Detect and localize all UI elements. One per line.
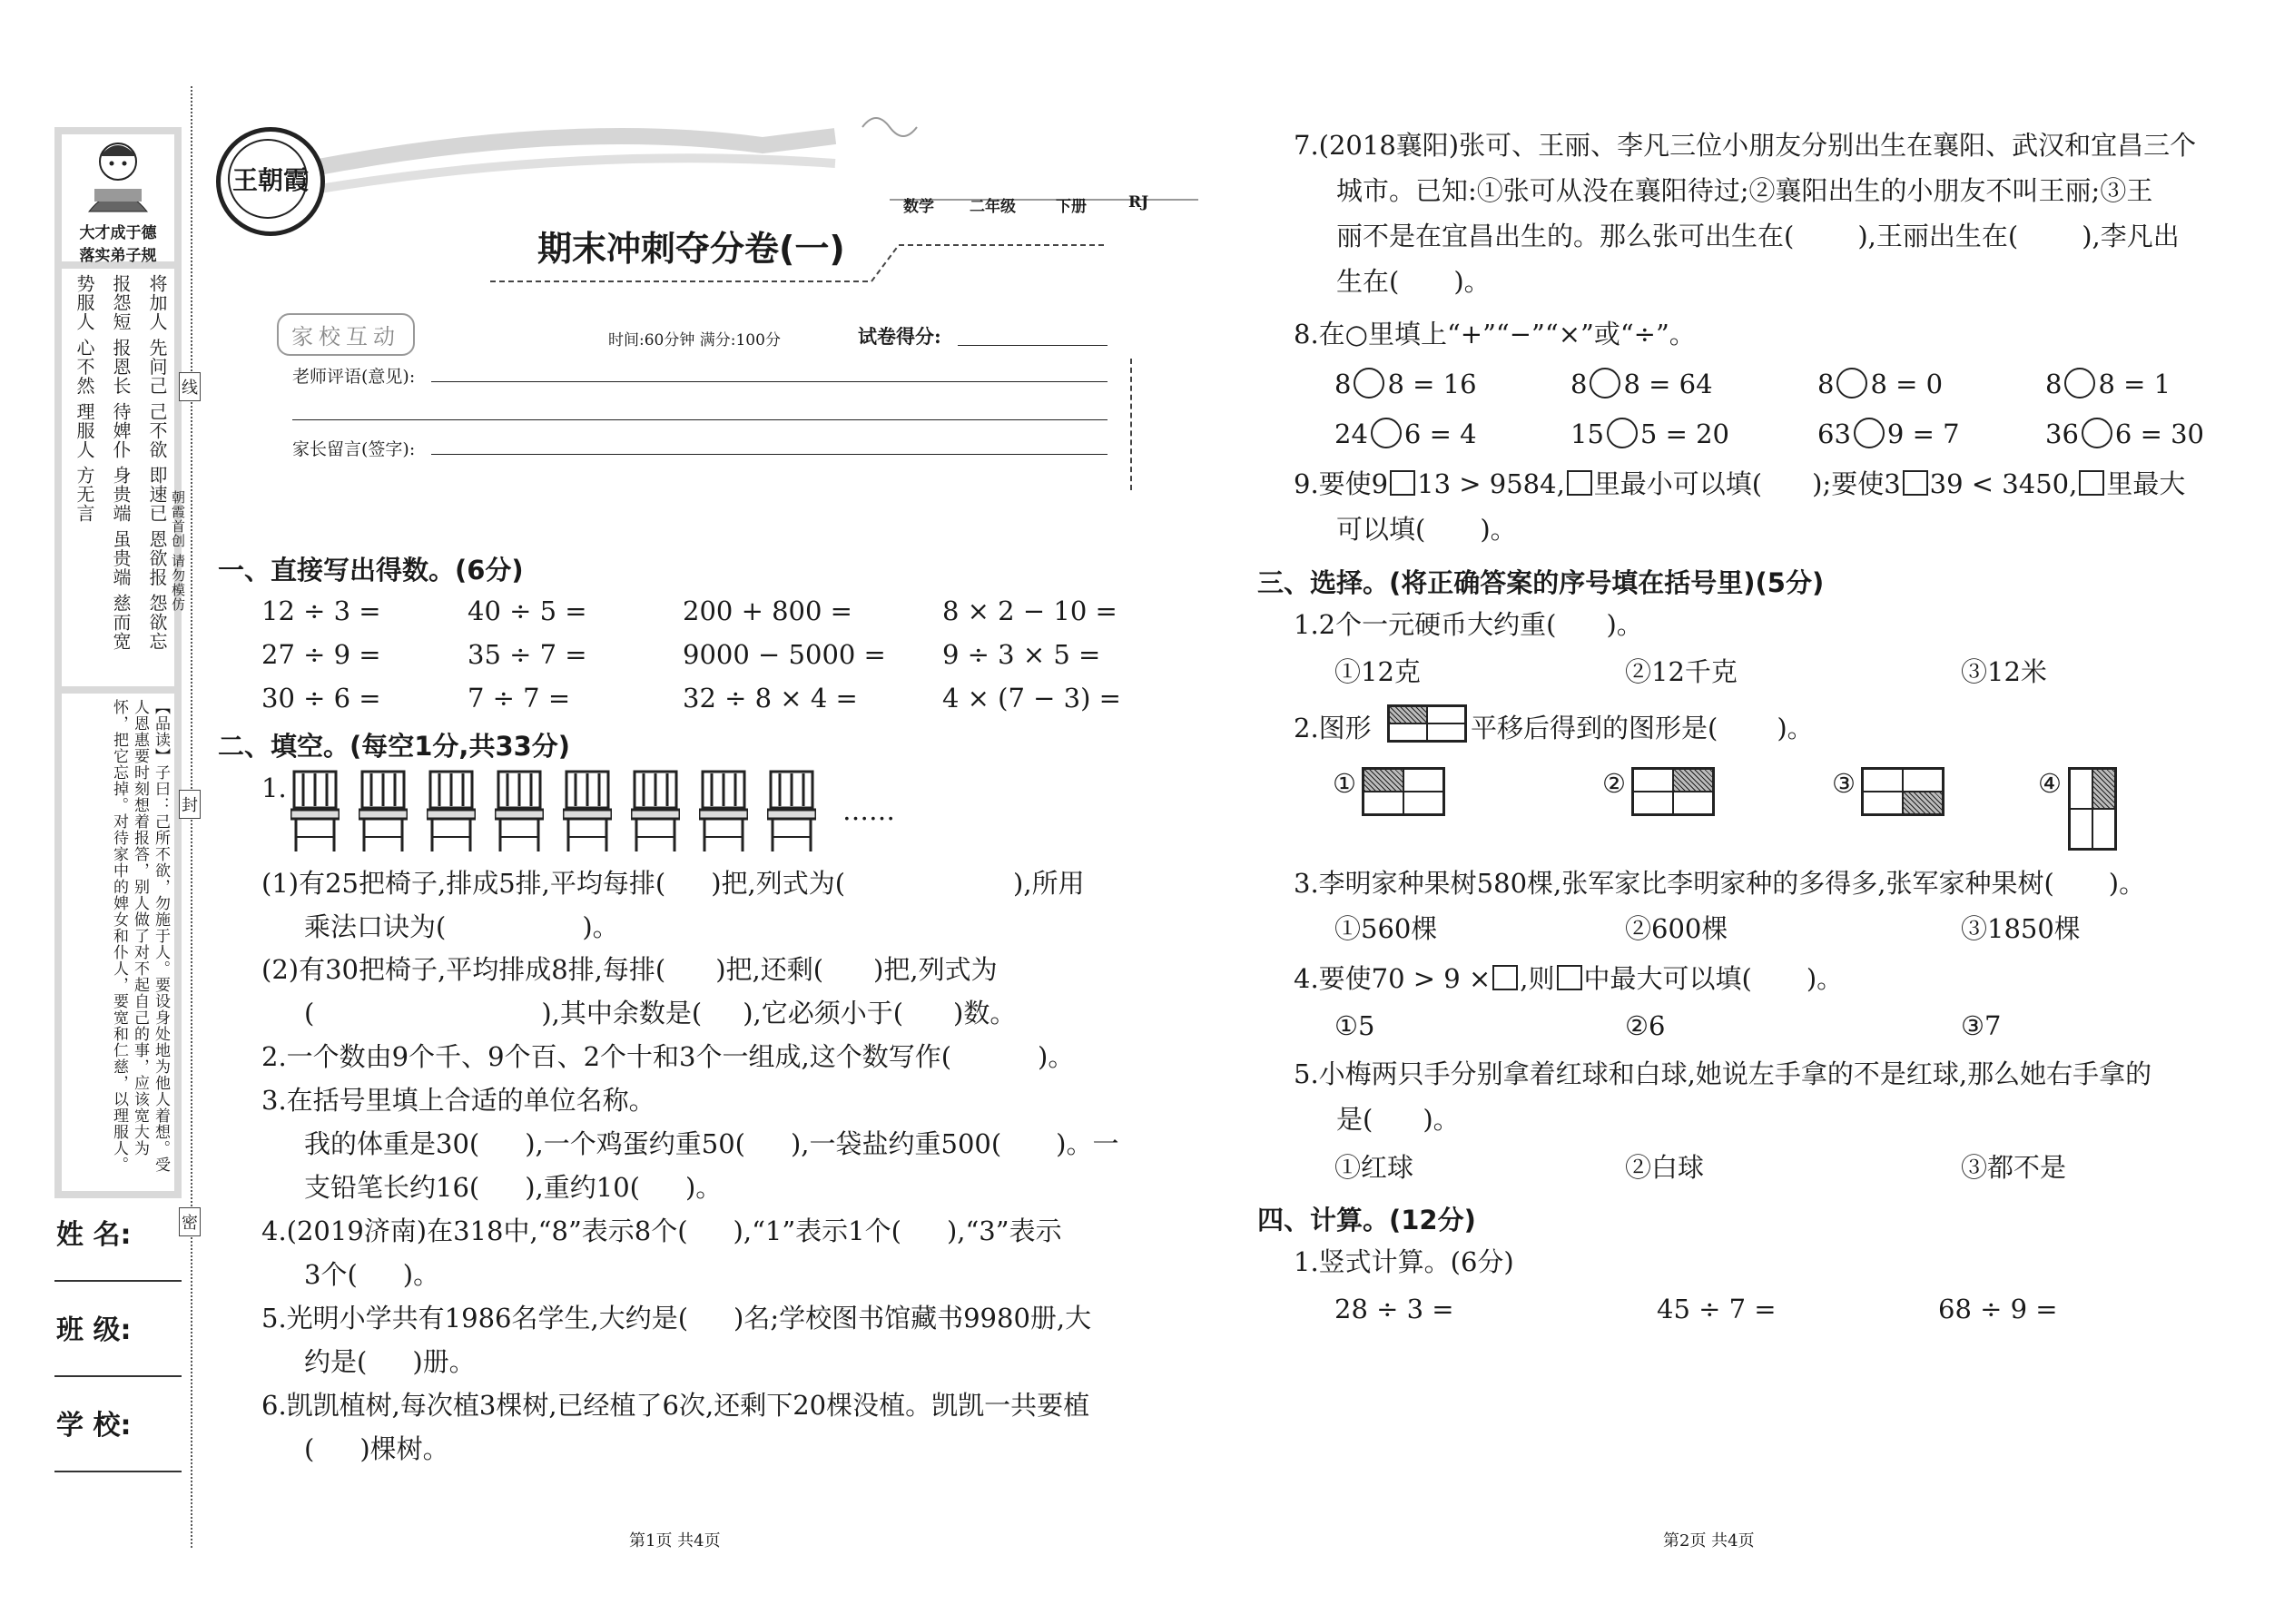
digit-box[interactable] bbox=[1390, 470, 1415, 496]
time-info: 时间:60分钟 满分:100分 bbox=[608, 331, 781, 349]
q5b-text-2: )册。 bbox=[412, 1346, 476, 1377]
section2-title: 二、填空。(每空1分,共33分) bbox=[218, 731, 571, 762]
option[interactable]: ③7 bbox=[1961, 1010, 2002, 1041]
section4-title: 四、计算。(12分) bbox=[1257, 1205, 1476, 1235]
digit-box-ref bbox=[1567, 470, 1592, 496]
option[interactable]: ③12米 bbox=[1961, 656, 2047, 687]
home-school-badge: 家校互动 bbox=[277, 313, 415, 356]
q4a-text-3: ),“3”表示 bbox=[946, 1216, 1062, 1246]
q1a-text-3: ),所用 bbox=[1013, 868, 1085, 899]
operator-circle[interactable] bbox=[1836, 368, 1867, 399]
vertical-calc-item: 28 ÷ 3 = bbox=[1334, 1294, 1454, 1324]
q1b-text-6: ),它必须小于( bbox=[743, 998, 904, 1029]
q8-result: 8 = 0 bbox=[1870, 369, 1944, 399]
teacher-comment-field-2[interactable] bbox=[292, 419, 1108, 420]
q2-text-1: 2.一个数由9个千、9个百、2个十和3个一组成,这个数写作( bbox=[261, 1041, 952, 1072]
q1-number: 1. bbox=[261, 773, 287, 803]
q8-result: 9 = 7 bbox=[1886, 418, 1960, 449]
q8-operand: 15 bbox=[1570, 418, 1604, 449]
reading-panel bbox=[62, 694, 174, 1191]
q8-operand: 63 bbox=[1817, 418, 1851, 449]
q1b-text-1: (2)有30把椅子,平均排成8排,每排( bbox=[261, 954, 666, 985]
q7b-text: 城市。已知:①张可从没在襄阳待过;②襄阳出生的小朋友不叫王丽;③王 bbox=[1336, 175, 2153, 206]
q8-operand: 8 bbox=[1570, 369, 1588, 399]
vertical-calc-item: 45 ÷ 7 = bbox=[1657, 1294, 1777, 1324]
s3q4-text-1: 4.要使70 > 9 × bbox=[1294, 963, 1492, 994]
q1a-text-2: )把,列式为( bbox=[711, 868, 846, 899]
q4a-text-1: 4.(2019济南)在318中,“8”表示8个( bbox=[261, 1216, 688, 1246]
calc-item: 27 ÷ 9 = bbox=[261, 639, 381, 670]
operator-circle[interactable] bbox=[1854, 418, 1885, 448]
poem-column-2: 报怨短 报恩长 待婢仆 身贵端 虽贵端 慈而宽 bbox=[110, 274, 132, 651]
calc-item: 7 ÷ 7 = bbox=[468, 683, 571, 714]
parent-comment-field[interactable] bbox=[431, 454, 1108, 455]
option[interactable]: ①560棵 bbox=[1334, 913, 1438, 944]
poem-column-3: 势服人 心不然 理服人 方无言 bbox=[74, 274, 95, 524]
q3b-text-3: )。 bbox=[684, 1172, 723, 1203]
calc-item: 9000 − 5000 = bbox=[683, 639, 886, 670]
q8-operand: 36 bbox=[2045, 418, 2079, 449]
teacher-comment-label: 老师评语(意见): bbox=[292, 367, 416, 387]
q1b-text-5: ),其中余数是( bbox=[541, 998, 703, 1029]
subject-tag-3: 下册 bbox=[1056, 198, 1087, 216]
teacher-comment-field[interactable] bbox=[431, 381, 1108, 382]
q7d-text-1: 生在( bbox=[1336, 266, 1400, 297]
q1a-line bbox=[261, 867, 1085, 900]
chair-icon bbox=[631, 770, 680, 853]
operator-circle[interactable] bbox=[1590, 368, 1620, 399]
q9a-text-5: 39 < 3450, bbox=[1929, 468, 2078, 499]
margin-mark-seal: 封 bbox=[179, 790, 201, 819]
q9a-text-6: 里最大 bbox=[2106, 468, 2186, 499]
operator-circle[interactable] bbox=[1371, 418, 1402, 448]
margin-mark-line: 线 bbox=[179, 372, 201, 401]
subject-tag-4: RJ bbox=[1128, 193, 1149, 212]
page-footer-right: 第2页 共4页 bbox=[1663, 1531, 1755, 1550]
score-label: 试卷得分: bbox=[858, 325, 941, 348]
q8-result: 6 = 4 bbox=[1403, 418, 1477, 449]
option-shape-1[interactable] bbox=[1362, 767, 1445, 816]
margin-mark-secret: 密 bbox=[179, 1207, 201, 1236]
q3a-text-3: ),一袋盐约重500( bbox=[790, 1128, 1002, 1159]
q8-result: 5 = 20 bbox=[1639, 418, 1729, 449]
class-field-label: 班 级: bbox=[56, 1314, 132, 1346]
q3a-text-1: 我的体重是30( bbox=[304, 1128, 480, 1159]
q6a-text: 6.凯凯植树,每次植3棵树,已经植了6次,还剩下20棵没植。凯凯一共要植 bbox=[261, 1390, 1090, 1421]
left-sidebar bbox=[54, 127, 182, 1198]
score-field[interactable] bbox=[958, 345, 1108, 346]
reading-text: 【品读】子曰：己所不欲，勿施于人。要设身处地为他人着想。受人恩惠要时刻想着报答，别人做了对不起自己的事，应该宽大为怀，把它忘掉。对待家中的婢女和仆人，要宽和仁慈，以理服人。 bbox=[110, 699, 170, 1173]
q9a-text-1: 9.要使9 bbox=[1294, 468, 1389, 499]
s3q4-text-4: )。 bbox=[1806, 963, 1844, 994]
q1b-text-2: )把,还剩( bbox=[715, 954, 824, 985]
chair-icon bbox=[495, 770, 544, 853]
option-label[interactable]: ① bbox=[1333, 768, 1356, 799]
section3-title: 三、选择。(将正确答案的序号填在括号里)(5分) bbox=[1257, 567, 1825, 598]
digit-box-ref bbox=[2079, 470, 2104, 496]
s3q1-text-2: )。 bbox=[1606, 609, 1643, 640]
option-shape-3[interactable] bbox=[1861, 767, 1944, 816]
s3q5a-text: 5.小梅两只手分别拿着红球和白球,她说左手拿的不是红球,那么她右手拿的 bbox=[1294, 1058, 2152, 1089]
option[interactable]: ①5 bbox=[1334, 1010, 1375, 1041]
q4b-text-1: 3个( bbox=[304, 1259, 358, 1290]
name-field-label: 姓 名: bbox=[56, 1219, 132, 1251]
option-shape-4[interactable] bbox=[2068, 767, 2117, 851]
q3b-text-2: ),重约10( bbox=[525, 1172, 640, 1203]
s3q1-text-1: 1.2个一元硬币大约重( bbox=[1294, 609, 1557, 640]
q3-text: 3.在括号里填上合适的单位名称。 bbox=[261, 1085, 655, 1116]
q9a-text-2: 13 > 9584, bbox=[1417, 468, 1565, 499]
calc-item: 40 ÷ 5 = bbox=[468, 595, 587, 626]
chair-icon bbox=[290, 770, 340, 853]
operator-circle[interactable] bbox=[2064, 368, 2095, 399]
option[interactable]: ③都不是 bbox=[1961, 1152, 2067, 1183]
q9a-text-3: 里最小可以填( bbox=[1593, 468, 1763, 499]
q1b-text-4: ( bbox=[304, 998, 315, 1029]
q1a-text-1: (1)有25把椅子,排成5排,平均每排( bbox=[261, 868, 666, 899]
q3a-text-2: ),一个鸡蛋约重50( bbox=[525, 1128, 745, 1159]
q7c-text-1: 丽不是在宜昌出生的。那么张可出生在( bbox=[1336, 221, 1795, 251]
q3b-text-1: 支铅笔长约16( bbox=[304, 1172, 480, 1203]
q9a-text-4: );要使3 bbox=[1812, 468, 1901, 499]
subject-tag-1: 数学 bbox=[903, 198, 934, 216]
option-label[interactable]: ④ bbox=[2038, 768, 2062, 799]
q8-operand: 8 bbox=[1334, 369, 1352, 399]
option[interactable]: ①12克 bbox=[1334, 656, 1421, 687]
parent-comment-label: 家长留言(签字): bbox=[292, 439, 416, 459]
option-label[interactable]: ② bbox=[1602, 768, 1626, 799]
q9b-text-1: 可以填( bbox=[1336, 514, 1426, 545]
chair-icon bbox=[563, 770, 612, 853]
q7a-text: 7.(2018襄阳)张可、王丽、李凡三位小朋友分别出生在襄阳、武汉和宜昌三个 bbox=[1294, 130, 2197, 161]
q7c-text-2: ),王丽出生在( bbox=[1857, 221, 2019, 251]
motto-line-1: 大才成于德 bbox=[79, 224, 157, 242]
q8-result: 8 = 64 bbox=[1623, 369, 1713, 399]
name-field[interactable] bbox=[54, 1280, 182, 1282]
calc-item: 32 ÷ 8 × 4 = bbox=[683, 683, 858, 714]
chair-icon bbox=[359, 770, 408, 853]
q2-text-2: )。 bbox=[1038, 1041, 1075, 1072]
option[interactable]: ①红球 bbox=[1334, 1152, 1414, 1183]
calc-item: 35 ÷ 7 = bbox=[468, 639, 587, 670]
chair-icon bbox=[767, 770, 816, 853]
s3q4-text-2: ,则 bbox=[1520, 963, 1555, 994]
margin-note: 朝霞首创 请勿模仿 bbox=[170, 490, 186, 612]
operator-circle[interactable] bbox=[2082, 418, 2112, 448]
chair-icon bbox=[699, 770, 748, 853]
page-footer-left: 第1页 共4页 bbox=[629, 1531, 721, 1550]
chairs-ellipsis: …… bbox=[842, 795, 895, 826]
q8-result: 8 = 1 bbox=[2098, 369, 2171, 399]
s3q2-text-1: 2.图形 bbox=[1294, 713, 1372, 743]
s3q4-text-3: 中最大可以填( bbox=[1583, 963, 1752, 994]
school-field-label: 学 校: bbox=[56, 1410, 132, 1442]
q8-operand: 8 bbox=[1817, 369, 1835, 399]
mascot-illustration bbox=[62, 134, 174, 216]
s3q2-text-3: )。 bbox=[1777, 713, 1814, 743]
s3q3-text-2: )。 bbox=[2108, 868, 2146, 899]
calc-item: 8 × 2 − 10 = bbox=[942, 595, 1117, 626]
option[interactable]: ②12千克 bbox=[1625, 656, 1738, 687]
option[interactable]: ②6 bbox=[1625, 1010, 1666, 1041]
calc-item: 4 × (7 − 3) = bbox=[942, 683, 1121, 714]
q8-operand: 8 bbox=[2045, 369, 2063, 399]
option[interactable]: ②白球 bbox=[1625, 1152, 1705, 1183]
q9b-text-2: )。 bbox=[1480, 514, 1517, 545]
operator-circle[interactable] bbox=[1607, 418, 1638, 448]
q6b-text-1: ( bbox=[304, 1433, 315, 1464]
original-shape bbox=[1387, 704, 1467, 743]
q1b-text-7: )数。 bbox=[953, 998, 1017, 1029]
q5b-text-1: 约是( bbox=[304, 1346, 368, 1377]
calc-item: 12 ÷ 3 = bbox=[261, 595, 381, 626]
class-field[interactable] bbox=[54, 1375, 182, 1377]
q1a-text-4: 乘法口诀为( bbox=[304, 911, 447, 942]
s3q5b-text-1: 是( bbox=[1336, 1104, 1373, 1135]
digit-box[interactable] bbox=[1903, 470, 1928, 496]
q3a-text-4: )。一 bbox=[1056, 1128, 1119, 1159]
operator-circle[interactable] bbox=[1354, 368, 1384, 399]
q8-text: 8.在○里填上“+”“−”“×”或“÷”。 bbox=[1294, 319, 1696, 349]
subject-tag-2: 二年级 bbox=[970, 198, 1016, 216]
option-shape-2[interactable] bbox=[1631, 767, 1715, 816]
q1a-text-5: )。 bbox=[582, 911, 619, 942]
q8-operand: 24 bbox=[1334, 418, 1368, 449]
q7c-text-3: ),李凡出 bbox=[2082, 221, 2180, 251]
q6b-text-2: )棵树。 bbox=[359, 1433, 449, 1464]
vertical-calc-item: 68 ÷ 9 = bbox=[1938, 1294, 2058, 1324]
logo-text: 王朝霞 bbox=[231, 165, 309, 195]
s3q3-text-1: 3.李明家种果树580棵,张军家比李明家种的多得多,张军家种果树( bbox=[1294, 868, 2054, 899]
page-title: 期末冲刺夺分卷(一) bbox=[537, 229, 845, 269]
school-field[interactable] bbox=[54, 1471, 182, 1472]
q8-result: 6 = 30 bbox=[2114, 418, 2204, 449]
s3q5b-text-2: )。 bbox=[1423, 1104, 1460, 1135]
calc-item: 30 ÷ 6 = bbox=[261, 683, 381, 714]
s3q2-text-2: 平移后得到的图形是( bbox=[1471, 713, 1718, 743]
q5a-text-2: )名;学校图书馆藏书9980册,大 bbox=[733, 1303, 1092, 1334]
mascot-panel bbox=[62, 134, 174, 265]
header-decoration bbox=[200, 109, 1198, 300]
q5a-text-1: 5.光明小学共有1986名学生,大约是( bbox=[261, 1303, 689, 1334]
digit-box-ref bbox=[1557, 965, 1582, 990]
poem-column-1: 将加人 先问己 己不欲 即速已 恩欲报 怨欲忘 bbox=[146, 274, 168, 651]
q8-result: 8 = 16 bbox=[1387, 369, 1477, 399]
option-label[interactable]: ③ bbox=[1832, 768, 1856, 799]
digit-box[interactable] bbox=[1492, 965, 1518, 990]
q7d-text-2: )。 bbox=[1453, 266, 1491, 297]
section1-title: 一、直接写出得数。(6分) bbox=[218, 555, 524, 586]
option[interactable]: ③1850棵 bbox=[1961, 913, 2081, 944]
calc-item: 200 + 800 = bbox=[683, 595, 852, 626]
calc-item: 9 ÷ 3 × 5 = bbox=[942, 639, 1101, 670]
q4b-text-2: )。 bbox=[402, 1259, 440, 1290]
s4q1-text: 1.竖式计算。(6分) bbox=[1294, 1246, 1514, 1277]
chair-icon bbox=[427, 770, 476, 853]
header-divider bbox=[1130, 359, 1132, 490]
poem-panel bbox=[62, 269, 174, 686]
option[interactable]: ②600棵 bbox=[1625, 913, 1728, 944]
brand-logo bbox=[216, 127, 325, 236]
q1b-text-3: )把,列式为 bbox=[873, 954, 998, 985]
motto-line-2: 落实弟子规 bbox=[79, 247, 157, 265]
q4a-text-2: ),“1”表示1个( bbox=[733, 1216, 901, 1246]
